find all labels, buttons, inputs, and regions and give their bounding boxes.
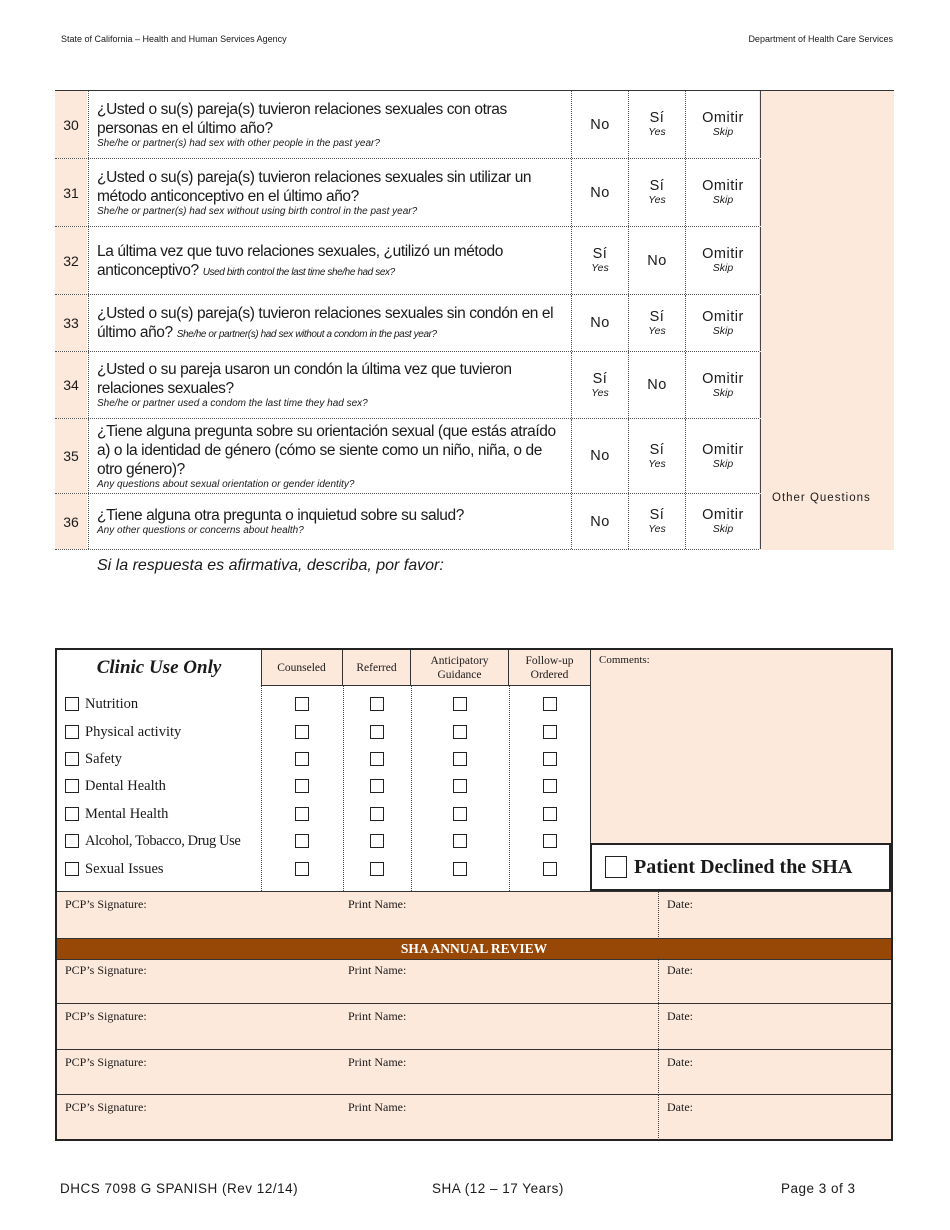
clinic-item-label: Dental Health [85, 777, 166, 794]
pcp-signature-label: PCP’s Signature: [65, 963, 147, 977]
footer-form-number: DHCS 7098 G SPANISH (Rev 12/14) [60, 1181, 299, 1196]
pcp-signature-label: PCP’s Signature: [65, 1100, 147, 1114]
clinic-grid-checkbox[interactable] [370, 807, 384, 821]
clinic-item[interactable] [65, 804, 168, 824]
clinic-grid-checkbox[interactable] [543, 862, 557, 876]
footer-page: Page 3 of 3 [781, 1181, 856, 1196]
answer-yes[interactable]: Sí Yes [628, 419, 685, 493]
clinic-grid-checkbox[interactable] [453, 725, 467, 739]
clinic-item-checkbox[interactable] [65, 725, 79, 739]
pcp-signature-label: PCP’s Signature: [65, 1055, 147, 1069]
clinic-grid-checkbox[interactable] [295, 725, 309, 739]
question-text-en: She/he or partner(s) had sex without using birth control in the past year? [97, 205, 418, 217]
header-department: Department of Health Care Services [748, 34, 893, 44]
clinic-grid [57, 686, 591, 892]
clinic-grid-checkbox[interactable] [453, 779, 467, 793]
col-referred: Referred [343, 650, 411, 686]
question-text-es: ¿Usted o su(s) pareja(s) tuvieron relaciones sexuales sin condón en el último año? [97, 305, 554, 341]
clinic-grid-checkbox[interactable] [543, 725, 557, 739]
question-number: 32 [55, 227, 87, 294]
answer-no[interactable]: No [571, 159, 628, 226]
answer-no[interactable]: No [571, 494, 628, 549]
date-label: Date: [667, 963, 693, 977]
question-number: 34 [55, 352, 87, 418]
footer-title: SHA (12 – 17 Years) [432, 1181, 564, 1196]
clinic-grid-checkbox[interactable] [370, 862, 384, 876]
question-row-32 [55, 227, 759, 295]
clinic-item-checkbox[interactable] [65, 779, 79, 793]
clinic-grid-checkbox[interactable] [295, 834, 309, 848]
other-questions-label: Other Questions [772, 492, 871, 504]
clinic-item-checkbox[interactable] [65, 752, 79, 766]
answer-no[interactable]: No [628, 352, 685, 418]
col-counseled: Counseled [261, 650, 343, 686]
question-text-en: Any questions about sexual orientation or gender identity? [97, 478, 355, 490]
answer-yes[interactable]: Sí Yes [628, 159, 685, 226]
clinic-item-checkbox[interactable] [65, 834, 79, 848]
date-label: Date: [667, 1100, 693, 1114]
question-text-en: She/he or partner used a condom the last time they had sex? [97, 398, 368, 409]
clinic-item-label: Physical activity [85, 723, 182, 740]
question-number: 35 [55, 419, 87, 493]
header-agency: State of California – Health and Human Services Agency [61, 34, 287, 44]
clinic-item-label: Nutrition [85, 695, 139, 712]
answer-yes[interactable]: Sí Yes [628, 295, 685, 351]
clinic-grid-checkbox[interactable] [370, 779, 384, 793]
patient-declined-checkbox[interactable] [605, 856, 627, 878]
side-column [759, 90, 894, 550]
clinic-grid-checkbox[interactable] [453, 697, 467, 711]
answer-no[interactable]: No [628, 227, 685, 294]
annual-signature-row [57, 1094, 891, 1140]
clinic-grid-checkbox[interactable] [370, 834, 384, 848]
annual-signature-row [57, 1003, 891, 1049]
question-text-en: She/he or partner(s) had sex with other people in the past year? [97, 137, 380, 149]
print-name-label: Print Name: [348, 1009, 407, 1023]
clinic-item[interactable] [65, 859, 164, 879]
date-label: Date: [667, 1055, 693, 1069]
print-name-label: Print Name: [348, 1055, 407, 1069]
answer-skip[interactable]: Omitir Skip [685, 352, 761, 418]
answer-skip[interactable]: Omitir Skip [685, 159, 761, 226]
answer-yes[interactable]: Sí Yes [571, 227, 628, 294]
sha-annual-review-banner: SHA ANNUAL REVIEW [57, 938, 891, 960]
question-row-36 [55, 494, 759, 550]
clinic-grid-checkbox[interactable] [295, 697, 309, 711]
clinic-use-box [55, 648, 893, 1141]
clinic-grid-checkbox[interactable] [543, 752, 557, 766]
describe-prompt: Si la respuesta es afirmativa, describa, por favor: [97, 557, 444, 574]
clinic-grid-checkbox[interactable] [453, 862, 467, 876]
clinic-grid-checkbox[interactable] [370, 697, 384, 711]
clinic-grid-checkbox[interactable] [295, 862, 309, 876]
question-text-en: Any other questions or concerns about health? [97, 525, 304, 536]
clinic-grid-checkbox[interactable] [543, 807, 557, 821]
answer-no[interactable]: No [571, 295, 628, 351]
question-row-30 [55, 91, 759, 159]
answer-skip[interactable]: Omitir Skip [685, 295, 761, 351]
clinic-item-label: Sexual Issues [85, 860, 164, 877]
question-number: 36 [55, 494, 87, 549]
question-text-es: ¿Tiene alguna otra pregunta o inquietud sobre su salud? [97, 507, 464, 524]
answer-no[interactable]: No [571, 91, 628, 158]
answer-skip[interactable]: Omitir Skip [685, 91, 761, 158]
clinic-item-checkbox[interactable] [65, 862, 79, 876]
clinic-item[interactable] [65, 749, 122, 769]
clinic-item-checkbox[interactable] [65, 697, 79, 711]
pcp-signature-label: PCP’s Signature: [65, 897, 147, 911]
clinic-item[interactable] [65, 831, 240, 851]
clinic-item-label: Alcohol, Tobacco, Drug Use [85, 832, 241, 849]
question-text-es: ¿Tiene alguna pregunta sobre su orientación sexual (que estás atraído a) o la identidad de género (cómo se siente como un niño, niña, o de otro género)? [97, 422, 556, 478]
question-number: 33 [55, 295, 87, 351]
patient-declined[interactable] [590, 843, 891, 891]
patient-declined-label: Patient Declined the SHA [634, 855, 853, 878]
print-name-label: Print Name: [348, 897, 407, 911]
question-number: 31 [55, 159, 87, 226]
pcp-signature-label: PCP’s Signature: [65, 1009, 147, 1023]
clinic-item-label: Mental Health [85, 805, 169, 822]
question-row-33 [55, 295, 759, 352]
question-row-34 [55, 352, 759, 419]
print-name-label: Print Name: [348, 963, 407, 977]
question-text-es: ¿Usted o su(s) pareja(s) tuvieron relaciones sexuales sin utilizar un método anticonceptivo en el último año? [97, 168, 532, 205]
col-follow-up-ordered: Follow-up Ordered [509, 650, 591, 686]
question-row-31 [55, 159, 759, 227]
clinic-grid-checkbox[interactable] [295, 779, 309, 793]
question-text-es: ¿Usted o su pareja usaron un condón la última vez que tuvieron relaciones sexuales? [97, 361, 512, 397]
date-label: Date: [667, 897, 693, 911]
answer-skip[interactable]: Omitir Skip [685, 227, 761, 294]
clinic-grid-checkbox[interactable] [543, 779, 557, 793]
clinic-grid-checkbox[interactable] [453, 807, 467, 821]
clinic-item[interactable] [65, 776, 166, 796]
clinic-grid-checkbox[interactable] [370, 752, 384, 766]
print-name-label: Print Name: [348, 1100, 407, 1114]
answer-yes[interactable]: Sí Yes [571, 352, 628, 418]
comments-label: Comments: [599, 654, 650, 666]
clinic-grid-checkbox[interactable] [453, 752, 467, 766]
clinic-grid-checkbox[interactable] [543, 697, 557, 711]
answer-yes[interactable]: Sí Yes [628, 494, 685, 549]
question-text-es: La última vez que tuvo relaciones sexuales, ¿utilizó un método anticonceptivo? [97, 242, 503, 279]
clinic-grid-checkbox[interactable] [370, 725, 384, 739]
annual-signature-row [57, 958, 891, 1003]
clinic-grid-checkbox[interactable] [453, 834, 467, 848]
question-text-en: She/he or partner(s) had sex without a condom in the past year? [176, 329, 437, 340]
clinic-item[interactable] [65, 694, 138, 714]
question-row-35 [55, 419, 759, 494]
question-text-es: ¿Usted o su(s) pareja(s) tuvieron relaciones sexuales con otras personas en el último año? [97, 100, 507, 137]
clinic-item-label: Safety [85, 750, 123, 767]
question-number: 30 [55, 91, 87, 158]
clinic-item[interactable] [65, 722, 181, 742]
clinic-use-title: Clinic Use Only [57, 650, 262, 687]
clinic-item-checkbox[interactable] [65, 807, 79, 821]
answer-no[interactable]: No [571, 419, 628, 493]
clinic-grid-checkbox[interactable] [543, 834, 557, 848]
answer-skip[interactable]: Omitir Skip [685, 419, 761, 493]
pcp-signature-row [57, 891, 891, 937]
question-text-en: Used birth control the last time she/he had sex? [202, 266, 395, 278]
col-anticipatory-guidance: Anticipatory Guidance [411, 650, 509, 686]
answer-skip[interactable]: Omitir Skip [685, 494, 761, 549]
answer-yes[interactable]: Sí Yes [628, 91, 685, 158]
clinic-grid-checkbox[interactable] [295, 752, 309, 766]
date-label: Date: [667, 1009, 693, 1023]
annual-signature-row [57, 1049, 891, 1095]
clinic-grid-checkbox[interactable] [295, 807, 309, 821]
